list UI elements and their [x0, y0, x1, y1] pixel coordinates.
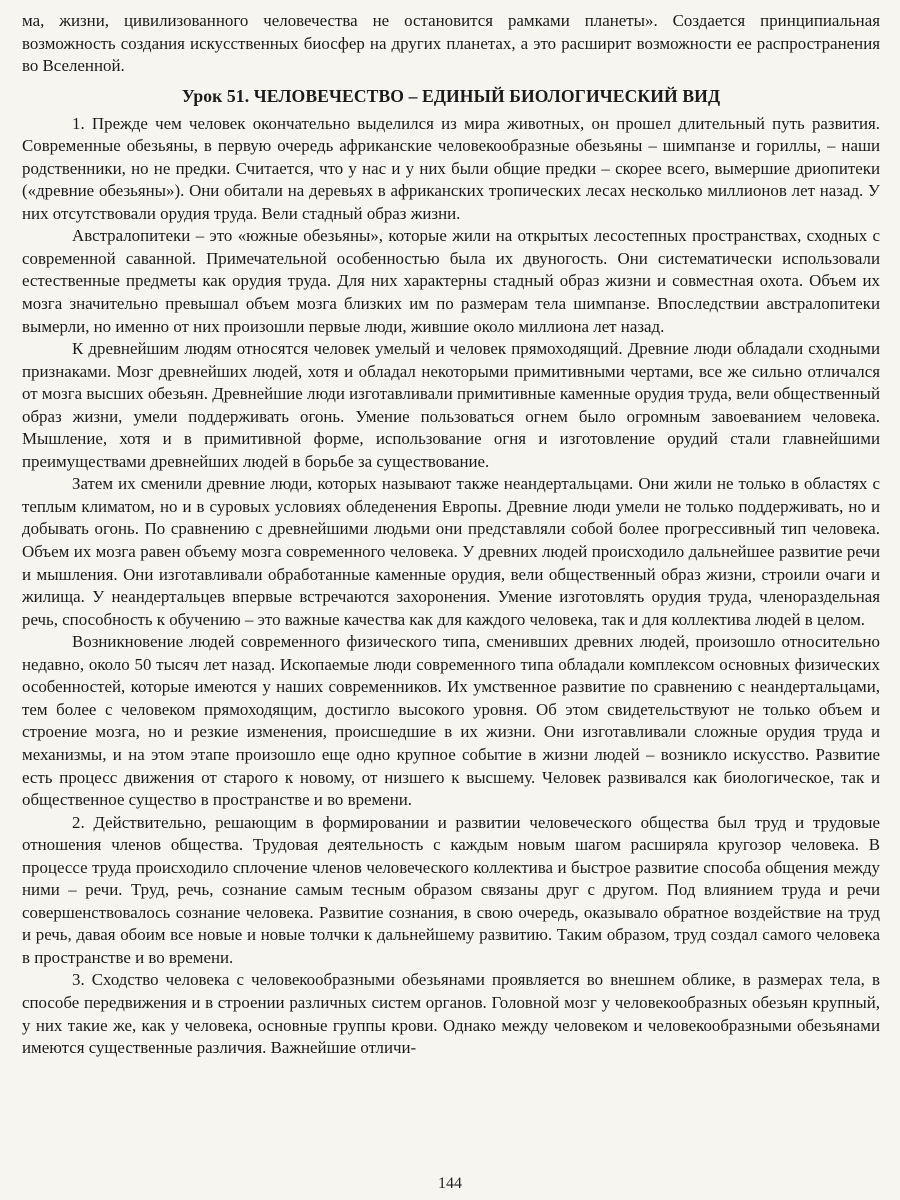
- body-paragraph-1: 1. Прежде чем человек окончательно выделился из мира животных, он прошел длительный путь развития. Современные обезьяны, в первую очередь африканские человекообразные обезьяны – шимпанзе и гориллы, – наши родственники, но не предки. Считается, что у нас и у них были общие предки – скорее всего, вымершие дриопитеки («древние обезьяны»). Они обитали на деревьях в африканских тропических лесах несколько миллионов лет назад. У них отсутствовали орудия труда. Вели стадный образ жизни.: [22, 113, 880, 223]
- body-paragraph-4: Затем их сменили древние люди, которых называют также неандертальцами. Они жили не только в областях с теплым климатом, но и в суровых условиях обледенения Европы. Древние люди умели не только поддерживать, но и добывать огонь. По сравнению с древнейшими людьми они представляли собой более прогрессивный тип человека. Объем их мозга равен объему мозга современного человека. У древних людей происходило дальнейшее развитие речи и мышления. Они изготавливали обработанные каменные орудия, вели общественный образ жизни, строили очаги и жилища. У неандертальцев впервые встречаются захоронения. Умение изготовлять орудия труда, членораздельная речь, способность к обучению – это важные качества как для каждого человека, так и для коллектива людей в целом.: [22, 474, 880, 629]
- body-paragraph-3: К древнейшим людям относятся человек умелый и человек прямоходящий. Древние люди обладали сходными признаками. Мозг древнейших людей, хотя и обладал некоторыми примитивными чертами, все же сильно отличался от мозга высших обезьян. Древнейшие люди изготавливали примитивные каменные орудия труда, вели общественный образ жизни, умели поддерживать огонь. Умение пользоваться огнем было огромным завоеванием человека. Мышление, хотя и в примитивной форме, использование огня и изготовление орудий стали главнейшими преимуществами древнейших людей в борьбе за существование.: [22, 339, 880, 471]
- body-paragraph-5: Возникновение людей современного физического типа, сменивших древних людей, произошло относительно недавно, около 50 тысяч лет назад. Ископаемые люди современного типа обладали комплексом основных физических особенностей, которые имеются у наших современников. Их умственное развитие по сравнению с неандертальцами, тем более с человеком прямоходящим, достигло высокого уровня. Об этом свидетельствуют не только объем и строение мозга, но и резкие изменения, происшедшие в их жизни. Они изготавливали сложные орудия труда и механизмы, и на этом этапе произошло еще одно крупное событие в жизни людей – возникло искусство. Развитие есть процесс движения от старого к новому, от низшего к высшему. Человек развивался как биологическое, так и общественное существо в пространстве и во времени.: [22, 632, 880, 810]
- body-paragraph-2: Австралопитеки – это «южные обезьяны», которые жили на открытых лесостепных пространствах, сходных с современной саванной. Примечательной особенностью была их двуногость. Они систематически использовали естественные предметы как орудия труда. Для них характерны стадный образ жизни и совместная охота. Объем их мозга значительно превышал объем мозга близких им по размерам тела шимпанзе. Впоследствии австралопитеки вымерли, но именно от них произошли первые люди, жившие около миллиона лет назад.: [22, 226, 880, 336]
- page-number: 144: [438, 1175, 462, 1192]
- lesson-title: Урок 51. ЧЕЛОВЕЧЕСТВО – ЕДИНЫЙ БИОЛОГИЧЕСКИЙ ВИД: [181, 85, 721, 106]
- body-paragraph-7: 3. Сходство человека с человекообразными обезьянами проявляется во внешнем облике, в размерах тела, в способе передвижения и в строении различных систем органов. Головной мозг у человекообразных обезьян крупный, у них такие же, как у человека, основные группы крови. Однако между человеком и человекообразными обезьянами имеются существенные различия. Важнейшие отличи-: [22, 970, 880, 1058]
- body-paragraph-6: 2. Действительно, решающим в формировании и развитии человеческого общества был труд и трудовые отношения членов общества. Трудовая деятельность с каждым новым шагом расширяла кругозор человека. В процессе труда происходило сплочение членов человеческого коллектива и быстрое развитие способа общения между ними – речи. Труд, речь, сознание самым тесным образом связаны друг с другом. Под влиянием труда и речи совершенствовалось сознание человека. Развитие сознания, в свою очередь, оказывало обратное воздействие на труд и речь, давая обоим все новые и новые толчки к дальнейшему развитию. Таким образом, труд создал самого человека в пространстве и во времени.: [22, 812, 880, 967]
- lead-paragraph: ма, жизни, цивилизованного человечества не остановится рамками планеты». Создается принципиальная возможность создания искусственных биосфер на других планетах, а это расширит возможности ее распространения во Вселенной.: [22, 11, 880, 76]
